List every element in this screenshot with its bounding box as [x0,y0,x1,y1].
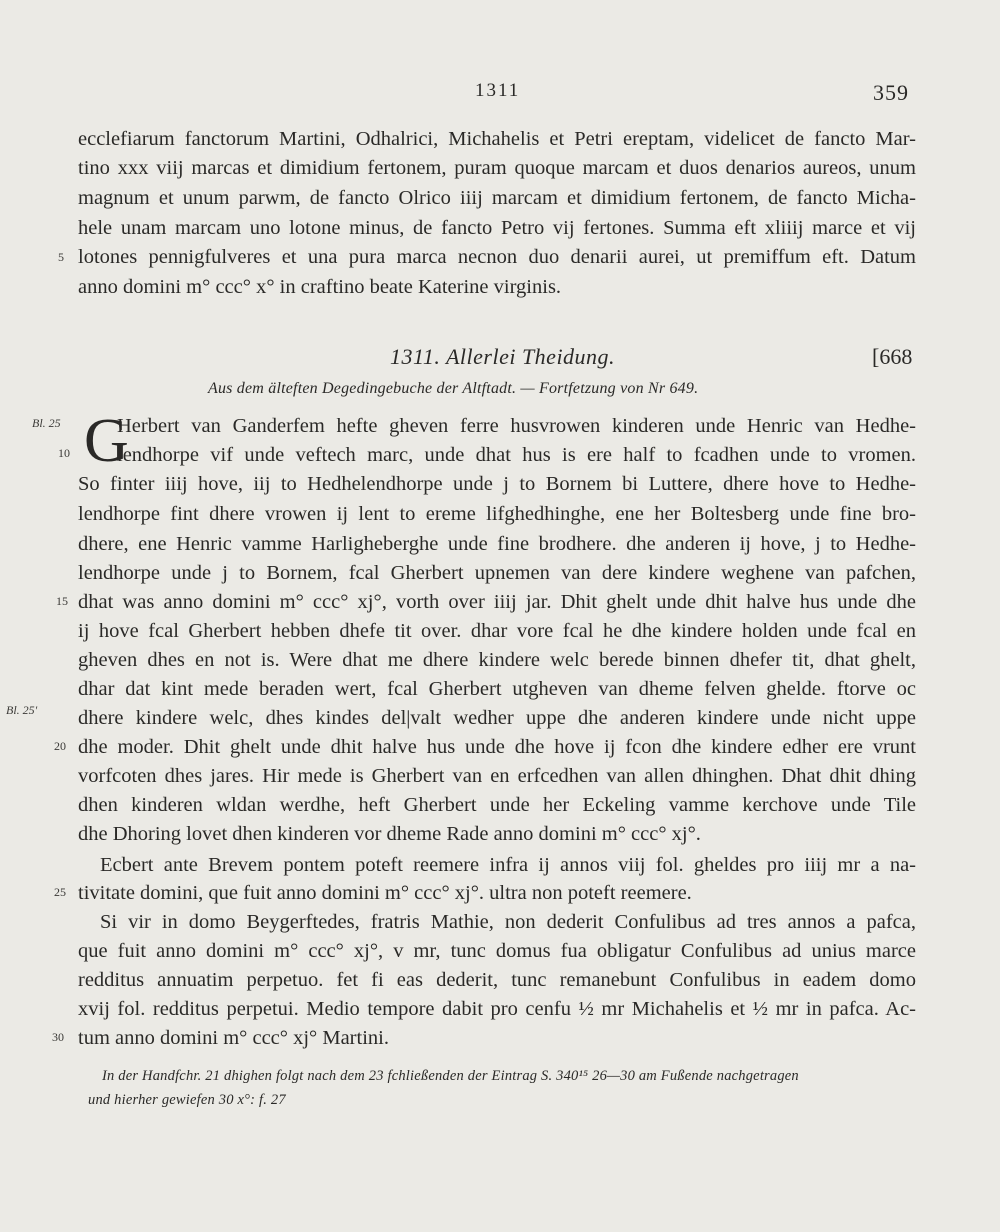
text-line: dhe moder. Dhit ghelt unde dhit halve hus unde dhe hove ij fcon dhe kindere edher ere vrunt [78,736,916,758]
text-line: redditus annuatim perpetuo. fet fi eas dederit, tunc remanebunt Confulibus in eadem domo [78,969,916,991]
footnote-line: In der Handfchr. 21 dhighen folgt nach dem 23 fchließenden der Eintrag S. 340¹⁵ 26—30 am Fußende nachgetragen [102,1068,799,1084]
line-number: 5 [58,250,64,264]
line-number: 25 [54,885,66,899]
text-line: So finter iiij hove, iij to Hedhelendhorpe unde j to Bornem bi Luttere, dhere hove to Hedhe- [78,473,916,495]
entry-source-note: Aus dem älteften Degedingebuche der Altftadt. — Fortfetzung von Nr 649. [208,380,699,397]
text-line: magnum et unum parwm, de fancto Olrico iiij marcam et dimidium fertonem, de fancto Micha- [78,187,916,209]
text-line: ecclefiarum fanctorum Martini, Odhalrici, Michahelis et Petri ereptam, videlicet de fancto Mar- [78,128,916,150]
text-line: lotones pennigfulveres et una pura marca necnon duo denarii aurei, ut premiffum eft. Datum [78,246,916,268]
text-line: gheven dhes en not is. Were dhat me dhere kindere welc berede binnen dhefer tit, dhat ghelt, [78,649,916,671]
entry-number: [668 [872,344,913,369]
line-number: 20 [54,739,66,753]
text-line: anno domini m° ccc° x° in craftino beate Katerine virginis. [78,276,562,298]
running-head [0,80,1000,110]
text-line: lendhorpe vif unde veftech marc, unde dhat hus is ere half to fcadhen unde to vromen. [117,444,916,466]
text-line: dhere kindere welc, dhes kindes del|valt wedher uppe dhe anderen kindere unde nicht uppe [78,707,916,729]
text-line: tino xxx viij marcas et dimidium fertonem, puram quoque marcam et duos denarios aureos, unum [78,157,916,179]
folio-mark: Bl. 25' [6,703,38,717]
footnote-line: und hierher gewiefen 30 x°: f. 27 [88,1092,286,1108]
text-line: tivitate domini, que fuit anno domini m° ccc° xj°. ultra non poteft reemere. [78,882,692,904]
text-line: lendhorpe unde j to Bornem, fcal Gherbert upnemen van dere kindere weghene van pafchen, [78,562,916,584]
text-line: Ecbert ante Brevem pontem poteft reemere infra ij annos viij fol. gheldes pro iiij mr a na- [100,854,916,876]
text-line: hele unam marcam uno lotone minus, de fancto Petro vij fertones. Summa eft xliiij marce et vij [78,217,916,239]
text-line: dhe Dhoring lovet dhen kinderen vor dheme Rade anno domini m° ccc° xj°. [78,823,701,845]
text-line: Si vir in domo Beygerftedes, fratris Mathie, non dederit Confulibus ad tres annos a pafca, [100,911,916,933]
folio-mark: Bl. 25 [32,416,61,430]
page-number: 359 [873,80,909,105]
line-number: 15 [56,594,68,608]
text-line: vorfcoten dhes jares. Hir mede is Gherbert van en erfcedhen van allen dhinghen. Dhat dhit dhing [78,765,916,787]
running-head-year: 1311 [475,80,521,101]
entry-heading: 1311. Allerlei Theidung. [390,344,616,369]
text-line: dhen kinderen wldan werdhe, heft Gherbert unde her Eckeling vamme kerchove unde Tile [78,794,916,816]
line-number: 10 [58,446,70,460]
text-line: tum anno domini m° ccc° xj° Martini. [78,1027,389,1049]
text-line: lendhorpe fint dhere vrowen ij lent to ereme lifghedhinghe, ene her Boltesberg unde fine bro- [78,503,916,525]
text-line: Herbert van Ganderfem hefte gheven ferre husvrowen kinderen unde Henric van Hedhe- [117,415,916,437]
text-line: que fuit anno domini m° ccc° xj°, v mr, tunc domus fua obligatur Confulibus ad unius marce [78,940,916,962]
text-line: xvij fol. redditus perpetui. Medio tempore dabit pro cenfu ½ mr Michahelis et ½ mr in pafca. Ac- [78,998,916,1020]
text-line: ij hove fcal Gherbert hebben dhefe tit over. dhar vore fcal he dhe kindere holden unde fcal en [78,620,916,642]
text-line: dhat was anno domini m° ccc° xj°, vorth over iiij jar. Dhit ghelt unde dhit halve hus unde dhe [78,591,916,613]
text-line: dhere, ene Henric vamme Harligheberghe unde fine brodhere. dhe anderen ij hove, j to Hedhe- [78,533,916,555]
text-line: dhar dat kint mede beraden wert, fcal Gherbert utgheven van dheme felven ghelde. ftorve oc [78,678,916,700]
line-number: 30 [52,1030,64,1044]
drop-cap-initial: G [84,407,129,475]
